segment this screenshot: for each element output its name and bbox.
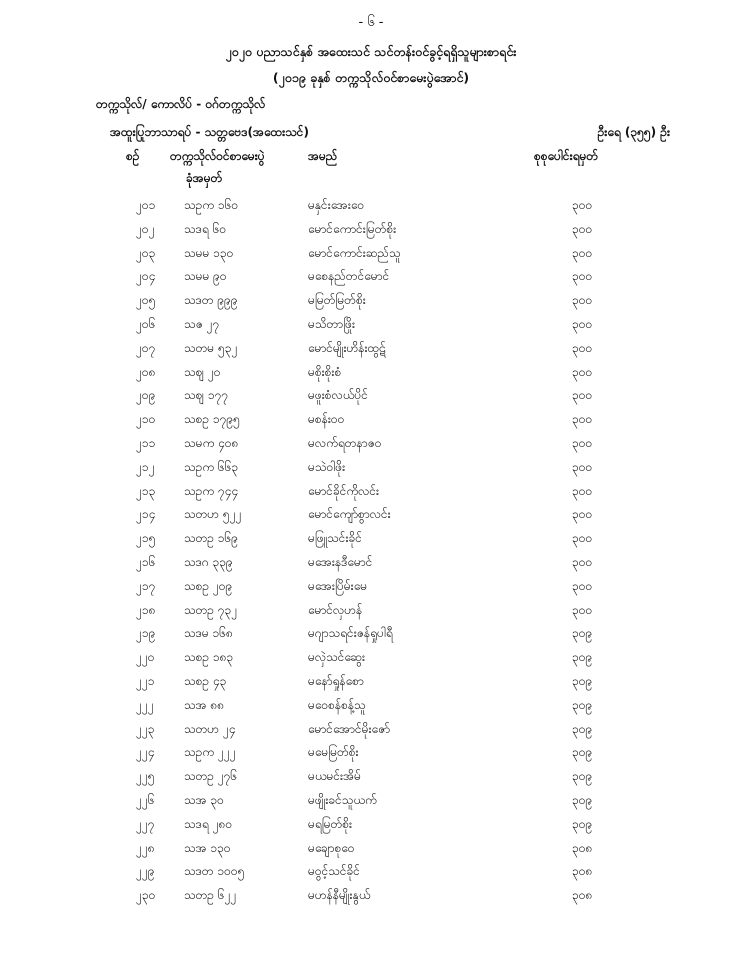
row-student-name: မလက်ရတနာဇဝ [308,435,382,450]
row-total-marks: ၃၀၀ [572,554,593,569]
row-roll-number: သဥက ၆၆၃ [184,459,239,474]
major-subject-label: အထူးပြုဘာသာရပ် - သတ္တဗေဒ(အထေးသင်) [110,125,309,139]
row-total-marks: ၃၀၀ [572,269,593,284]
row-student-name: မောင်မျိုးဟိန်းထွဋ် [308,340,386,355]
row-total-marks: ၃၀၈ [572,840,593,855]
row-roll-number: သစဥ ၁၈၃ [184,650,234,665]
student-list [0,193,742,907]
table-row [0,336,742,360]
row-student-name: မောင်လှဟန် [308,602,363,617]
row-student-name: မောင်ခိုင်ကိုလင်း [308,483,380,498]
table-row [0,407,742,431]
row-total-marks: ၃၀၀ [572,221,593,236]
row-roll-number: သအ ၃၀ [184,792,224,807]
table-row [0,669,742,693]
row-total-marks: ၃၀၉ [572,816,593,831]
row-total-marks: ၃၀၀ [572,602,593,617]
column-header-name: အမည် [308,149,338,163]
row-serial-number: ၂၁၀ [136,412,156,427]
row-student-name: မသိတာဖြိုး [308,316,355,331]
row-total-marks: ၃၀၀ [572,245,593,260]
row-serial-number: ၂၂၉ [136,864,155,879]
row-total-marks: ၃၀၀ [572,340,593,355]
table-row [0,836,742,860]
table-row [0,264,742,288]
row-student-name: မလှဲသင်ဆွေး [308,650,366,665]
row-roll-number: သမမ ၉၀ [184,269,227,284]
row-serial-number: ၂၀၂ [136,221,155,236]
row-roll-number: သဈ ၂၀ [184,364,221,379]
row-serial-number: ၂၁၅ [136,531,156,546]
row-roll-number: သတမ ၅၃၂ [184,340,238,355]
table-row [0,217,742,241]
row-total-marks: ၃၀၉ [572,673,593,688]
row-roll-number: သအ ၁၃၀ [184,840,231,855]
row-total-marks: ၃၀၀ [572,531,593,546]
row-roll-number: သအ ၈၈ [184,697,225,712]
row-serial-number: ၂၃၀ [136,888,156,903]
row-student-name: မဖူးစံလယ်ပိုင် [308,388,368,403]
row-student-name: မစန်း၀၀ [308,412,345,427]
row-serial-number: ၂၂၈ [136,840,155,855]
row-roll-number: သဥက ၇၄၄ [184,483,239,498]
row-serial-number: ၂၀၇ [136,340,156,355]
row-roll-number: သဒဂ ၃၃၉ [184,554,233,569]
row-roll-number: သဒရ ၂၈၀ [184,816,233,831]
table-row [0,621,742,645]
row-total-marks: ၃၀၉ [572,792,593,807]
table-row [0,717,742,741]
column-header-roll-number: တက္ကသိုလ်ဝင်စာမေးပွဲ [170,149,265,163]
row-roll-number: သဒမ ၁၆၈ [184,626,233,641]
row-serial-number: ၂၁၉ [136,626,156,641]
table-row [0,859,742,883]
row-student-name: မဂျာသရင်းဇန်ရှုပါရီ [308,626,393,641]
row-roll-number: သဇ ၂၇ [184,316,220,331]
row-serial-number: ၂၀၁ [136,198,156,212]
row-student-name: မောင်ကောင်းမြတ်စိုး [308,221,397,236]
document-subtitle: (၂၀၁၉ ခုနှစ် တက္ကသိုလ်ဝင်စာမေးပွဲအောင်) [272,70,470,85]
row-student-name: မအေးနဒီမောင် [308,554,373,569]
row-student-name: မအေးပြိမ်းမေ [308,578,368,593]
table-row [0,502,742,526]
row-student-name: မစေနည်တင်မောင် [308,269,390,284]
row-total-marks: ၃၀၀ [572,412,593,427]
table-row [0,740,742,764]
row-student-name: မမေမြတ်စိုး [308,745,359,760]
row-serial-number: ၂၁၁ [136,435,156,450]
row-total-marks: ၃၀၉ [572,745,593,760]
row-roll-number: သတဥ ၁၆၉ [184,531,239,546]
row-total-marks: ၃၀၉ [572,769,593,784]
table-row [0,241,742,265]
row-student-name: မဝေစန်စန့်သူ [308,697,366,712]
row-serial-number: ၂၂၀ [136,650,155,665]
row-student-name: မရမြတ်စိုး [308,816,353,831]
table-row [0,788,742,812]
row-student-name: မစိုးစိုးစံ [308,364,342,379]
row-student-name: မောင်ကျော်စွာလင်း [308,507,391,522]
row-student-name: မဝွင့်သင်ခိုင် [308,864,360,879]
row-serial-number: ၂၁၈ [136,602,156,617]
row-total-marks: ၃၀၀ [572,293,593,308]
row-roll-number: သဒတ ၁၀၀၅ [184,864,245,879]
row-total-marks: ၃၀၀ [572,198,593,212]
table-row [0,550,742,574]
table-row [0,360,742,384]
row-total-marks: ၃၀၉ [572,721,593,736]
row-roll-number: သစဥ ၂၀၉ [184,578,233,593]
table-row [0,479,742,503]
row-total-marks: ၃၀၀ [572,483,593,498]
row-serial-number: ၂၁၇ [136,578,156,593]
row-serial-number: ၂၂၆ [136,792,155,807]
row-serial-number: ၂၀၆ [136,316,156,331]
row-roll-number: သတဥ ၂၇၆ [184,769,238,784]
row-student-name: မဟန်နီမျိုးနွယ် [308,888,371,903]
row-serial-number: ၂၀၃ [136,245,156,260]
row-serial-number: ၂၂၃ [136,721,155,736]
row-total-marks: ၃၀၉ [572,697,593,712]
table-row [0,526,742,550]
row-student-name: မယမင်းအိမ် [308,769,361,784]
row-roll-number: သစဥ ၁၇၉၅ [184,412,240,427]
row-serial-number: ၂၁၄ [136,507,156,522]
table-row [0,455,742,479]
row-serial-number: ၂၂၅ [136,769,155,784]
row-serial-number: ၂၀၄ [136,269,156,284]
row-roll-number: သစဥ ၄၃ [184,673,227,688]
table-row [0,693,742,717]
table-row [0,193,742,217]
row-serial-number: ၂၂၇ [136,816,155,831]
table-row [0,288,742,312]
row-student-name: မသဲဝါဖိုး [308,459,346,474]
page-number: - ၆ - [358,15,384,30]
row-student-name: မနော်ရှုန်စော [308,673,364,688]
row-roll-number: သတဟ ၅၂၂ [184,507,242,522]
row-total-marks: ၃၀၉ [572,650,593,665]
row-total-marks: ၃၀၈ [572,888,593,903]
row-total-marks: ၃၀၈ [572,864,593,879]
row-serial-number: ၂၁၃ [136,483,156,498]
row-serial-number: ၂၀၅ [136,293,156,308]
row-serial-number: ၂၂၂ [136,697,154,712]
row-serial-number: ၂၂၄ [136,745,155,760]
row-roll-number: သဒရ ၆၀ [184,221,227,236]
row-student-name: မမြတ်မြတ်စိုး [308,293,366,308]
table-row [0,883,742,907]
row-total-marks: ၃၀၀ [572,316,593,331]
row-student-name: မချောစုဝေ [308,840,355,855]
row-student-name: မနှင်းအေးဝေ [308,198,365,212]
row-roll-number: သဥက ၁၆၀ [184,198,239,212]
row-roll-number: သတဟ ၂၄ [184,721,236,736]
row-student-name: မောင်အောင်မိုးဇော် [308,721,391,736]
row-total-marks: ၃၀၀ [572,364,593,379]
row-total-marks: ၃၀၀ [572,388,593,403]
column-header-roll-number-line2: ခုံအမှတ် [186,171,223,185]
row-roll-number: သမက ၄၀၈ [184,435,239,450]
row-roll-number: သဥက ၂၂၂ [184,745,236,760]
column-header-total-marks: စုစုပေါင်းရမှတ် [534,149,599,163]
row-roll-number: သဈ ၁၇၇ [184,388,229,403]
table-row [0,312,742,336]
table-row [0,598,742,622]
headcount-label: ဦးရေ (၃၅၅) ဦး [597,125,670,139]
row-total-marks: ၃၀၉ [572,626,593,641]
university-label: တက္ကသိုလ်/ ကောလိပ် - ဝဂ်တက္ကသိုလ် [96,97,266,111]
row-student-name: မဖျိုးခင်သူယက် [308,792,377,807]
table-row [0,645,742,669]
row-total-marks: ၃၀၀ [572,507,593,522]
table-row [0,764,742,788]
table-row [0,431,742,455]
column-header-serial: စဉ် [126,149,140,163]
row-total-marks: ၃၀၀ [572,459,593,474]
row-total-marks: ၃၀၀ [572,435,593,450]
row-student-name: မောင်ကောင်းဆည်သူ [308,245,401,260]
row-roll-number: သတဥ ၇၃၂ [184,602,238,617]
row-roll-number: သဒတ ၉၉၉ [184,293,238,308]
row-serial-number: ၂၀၈ [136,364,156,379]
row-roll-number: သတဥ ၆၂၂ [184,888,237,903]
row-serial-number: ၂၀၉ [136,388,156,403]
table-row [0,383,742,407]
row-student-name: မဖြူသင်းခိုင် [308,531,362,546]
document-title: ၂၀၂၀ ပညာသင်နှစ် အထေးသင် သင်တန်းဝင်ခွင့်ရရှိသူများစာရင်း [225,44,517,59]
row-serial-number: ၂၁၂ [136,459,155,474]
row-serial-number: ၂၂၁ [136,673,155,688]
row-serial-number: ၂၁၆ [136,554,156,569]
table-row [0,574,742,598]
row-roll-number: သမမ ၁၃၀ [184,245,234,260]
row-total-marks: ၃၀၀ [572,578,593,593]
table-row [0,812,742,836]
